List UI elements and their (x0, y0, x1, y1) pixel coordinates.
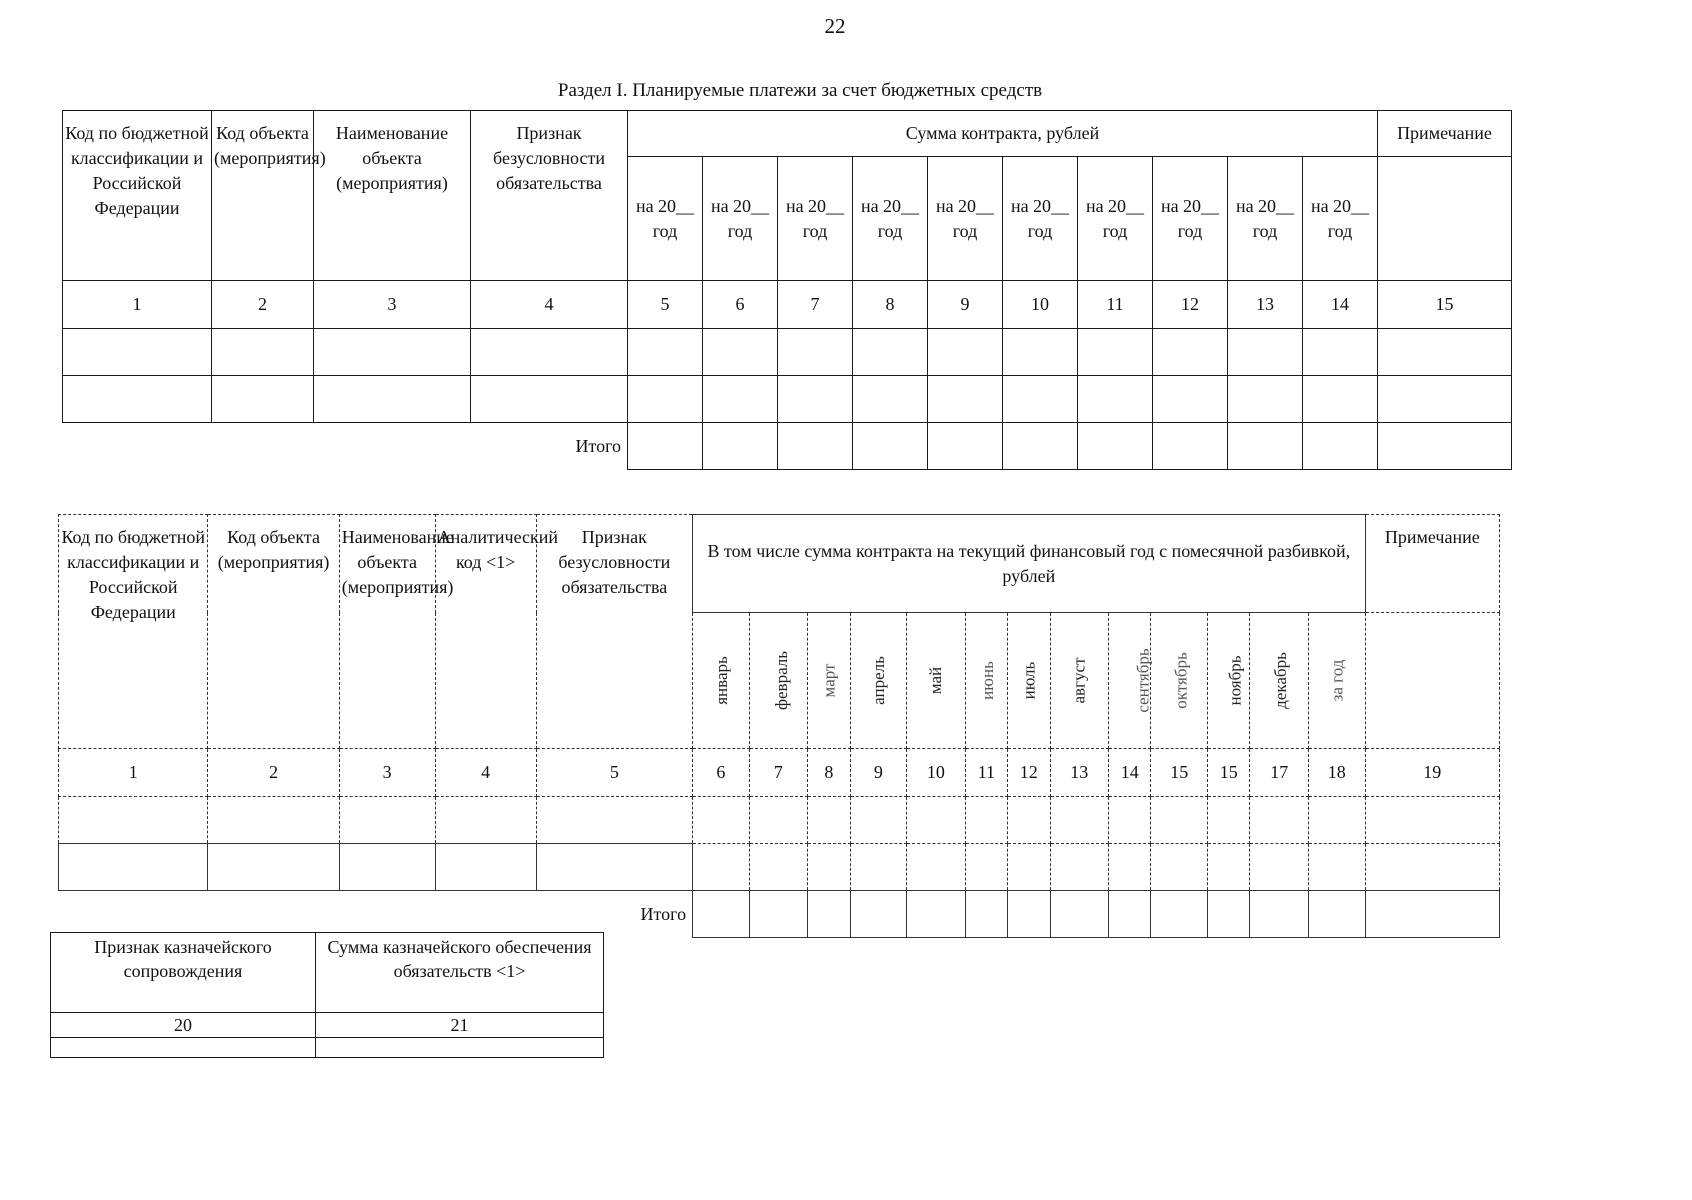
column-number: 13 (1228, 281, 1303, 329)
total-row (59, 891, 1500, 938)
column-number: 7 (778, 281, 853, 329)
month-header (1151, 613, 1208, 749)
column-number: 8 (853, 281, 928, 329)
year-cell: на 20__ год (778, 157, 853, 281)
column-number: 4 (435, 749, 536, 797)
column-number: 6 (703, 281, 778, 329)
column-number: 18 (1308, 749, 1365, 797)
column-number: 4 (471, 281, 628, 329)
month-header (850, 613, 907, 749)
header-sign: Признак безусловности обязательства (471, 111, 628, 281)
column-number: 15 (1208, 749, 1250, 797)
section-title: Раздел I. Планируемые платежи за счет бюджетных средств (557, 80, 1043, 101)
month-label: июнь (977, 661, 997, 700)
column-number: 7 (749, 749, 808, 797)
month-header (1050, 613, 1109, 749)
column-number: 1 (63, 281, 212, 329)
column-number: 14 (1109, 749, 1151, 797)
planned-payments-table (62, 110, 1512, 470)
header-object-code: Код объекта (мероприятия) (208, 515, 339, 749)
column-number: 11 (965, 749, 1007, 797)
year-cell: на 20__ год (1153, 157, 1228, 281)
header-note: Примечание (1365, 515, 1499, 613)
note-cell (1378, 157, 1512, 281)
month-label: ноябрь (1225, 655, 1245, 706)
header-treasury-sum: Сумма казначейского обеспечения обязательств <1> (316, 933, 604, 1013)
year-cell: на 20__ год (703, 157, 778, 281)
column-number: 3 (314, 281, 471, 329)
column-number: 17 (1250, 749, 1309, 797)
column-number: 20 (51, 1013, 316, 1038)
header-object-code: Код объекта (мероприятия) (212, 111, 314, 281)
header-analytic-code: Аналитический код <1> (435, 515, 536, 749)
header-contract-sum: Сумма контракта, рублей (628, 111, 1378, 157)
header-object-name: Наименование объекта (мероприятия) (339, 515, 435, 749)
table-row (63, 376, 1512, 423)
month-header (749, 613, 808, 749)
year-cell: на 20__ год (1078, 157, 1153, 281)
column-number: 8 (808, 749, 850, 797)
column-number: 5 (536, 749, 693, 797)
month-header (1109, 613, 1151, 749)
column-number: 19 (1365, 749, 1499, 797)
header-note: Примечание (1378, 111, 1512, 157)
column-number: 21 (316, 1013, 604, 1038)
column-number: 6 (693, 749, 750, 797)
header-sign: Признак безусловности обязательства (536, 515, 693, 749)
month-label: июль (1019, 661, 1039, 700)
total-label: Итого (640, 903, 687, 924)
month-label: август (1069, 657, 1089, 704)
month-label: май (926, 666, 946, 695)
column-number: 1 (59, 749, 208, 797)
column-number: 5 (628, 281, 703, 329)
column-number: 11 (1078, 281, 1153, 329)
month-header (1250, 613, 1309, 749)
table-row (59, 797, 1500, 844)
column-number: 15 (1151, 749, 1208, 797)
month-label: март (819, 663, 839, 698)
column-number: 12 (1153, 281, 1228, 329)
month-header (1208, 613, 1250, 749)
year-cell: на 20__ год (928, 157, 1003, 281)
month-header (907, 613, 966, 749)
table-row (63, 329, 1512, 376)
table-row (51, 1038, 604, 1058)
column-number: 9 (928, 281, 1003, 329)
total-row (63, 423, 1512, 470)
month-label: октябрь (1172, 652, 1192, 709)
month-label: февраль (771, 650, 791, 711)
year-cell: на 20__ год (1303, 157, 1378, 281)
month-label: за год (1327, 659, 1347, 702)
month-label: сентябрь (1133, 648, 1153, 713)
header-kbk: Код по бюджетной классификации и Российской Федерации (63, 111, 212, 281)
column-number: 2 (208, 749, 339, 797)
column-number: 9 (850, 749, 907, 797)
month-header (1008, 613, 1050, 749)
month-label: декабрь (1271, 652, 1291, 709)
header-kbk: Код по бюджетной классификации и Российской Федерации (59, 515, 208, 749)
header-object-name: Наименование объекта (мероприятия) (314, 111, 471, 281)
column-number: 2 (212, 281, 314, 329)
month-label: апрель (868, 656, 888, 705)
column-number: 15 (1378, 281, 1512, 329)
year-cell: на 20__ год (853, 157, 928, 281)
column-number: 10 (1003, 281, 1078, 329)
year-cell: на 20__ год (628, 157, 703, 281)
note-cell (1365, 613, 1499, 749)
month-header (693, 613, 750, 749)
year-cell: на 20__ год (1228, 157, 1303, 281)
month-label: январь (711, 656, 731, 705)
month-header (965, 613, 1007, 749)
column-number: 13 (1050, 749, 1109, 797)
column-number: 14 (1303, 281, 1378, 329)
column-number: 12 (1008, 749, 1050, 797)
header-treasury-sign: Признак казначейского сопровождения (51, 933, 316, 1013)
column-number: 10 (907, 749, 966, 797)
year-cell: на 20__ год (1003, 157, 1078, 281)
column-number: 3 (339, 749, 435, 797)
table-row (59, 844, 1500, 891)
monthly-breakdown-table (58, 514, 1500, 938)
header-monthly-sum: В том числе сумма контракта на текущий финансовый год с помесячной разбивкой, рублей (693, 515, 1366, 613)
page-number: 22 (824, 14, 846, 38)
treasury-support-table (50, 932, 604, 1058)
total-label: Итого (575, 435, 621, 456)
month-header (1308, 613, 1365, 749)
month-header (808, 613, 850, 749)
